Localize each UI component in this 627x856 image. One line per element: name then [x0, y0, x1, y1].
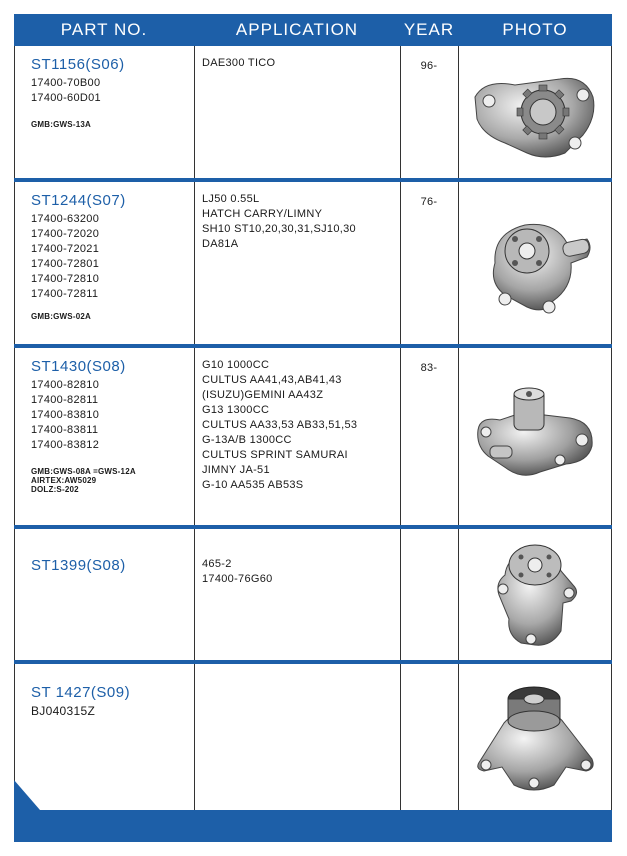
header-application: APPLICATION: [235, 20, 359, 39]
application-cell: [194, 664, 400, 810]
part-number: 17400-83812: [31, 439, 100, 451]
application-cell: [194, 529, 400, 660]
year-value: 96-: [420, 60, 438, 72]
water-pump-photo: [475, 203, 595, 323]
table-header: [14, 14, 612, 46]
part-number: 17400-83811: [31, 424, 99, 436]
table-row: [14, 182, 612, 344]
application-line: G-13A/B 1300CC: [202, 434, 292, 446]
year-cell: [400, 348, 458, 525]
photo-cell: [458, 529, 612, 660]
part-cell: [14, 348, 194, 525]
photo-cell: [458, 348, 612, 525]
application-cell: [194, 46, 400, 178]
application-line: DA81A: [202, 238, 239, 250]
part-title: ST1156(S06): [31, 56, 125, 73]
part-number: 17400-72810: [31, 273, 100, 285]
cross-reference: GMB:GWS-02A: [31, 312, 91, 321]
water-pump-photo: [470, 677, 600, 797]
table-row: [14, 664, 612, 810]
part-number: 17400-63200: [31, 213, 100, 225]
photo-cell: [458, 46, 612, 178]
cross-reference: GMB:GWS-13A: [31, 120, 91, 129]
part-cell: [14, 529, 194, 660]
application-line: G13 1300CC: [202, 404, 270, 416]
photo-cell: [458, 664, 612, 810]
part-title: ST1399(S08): [31, 557, 126, 574]
water-pump-photo: [465, 57, 605, 167]
part-title: ST 1427(S09): [31, 684, 131, 701]
footer-band: [14, 810, 612, 842]
part-number: 17400-82811: [31, 394, 99, 406]
application-cell: [194, 348, 400, 525]
part-number: 17400-72020: [31, 228, 100, 240]
application-line: SH10 ST10,20,30,31,SJ10,30: [202, 223, 356, 235]
part-number: 17400-83810: [31, 409, 100, 421]
table-row: [14, 46, 612, 178]
cross-reference: GMB:GWS-08A =GWS-12A: [31, 467, 136, 476]
application-line: HATCH CARRY/LIMNY: [202, 208, 323, 220]
table-row: [14, 529, 612, 660]
application-line: JIMNY JA-51: [202, 464, 270, 476]
part-cell: [14, 182, 194, 344]
part-number: 17400-70B00: [31, 77, 101, 89]
header-photo: PHOTO: [502, 20, 568, 39]
year-cell: [400, 46, 458, 178]
table-row: [14, 348, 612, 525]
part-title: ST1244(S07): [31, 192, 126, 209]
part-number: 17400-72801: [31, 258, 100, 270]
application-line: 17400-76G60: [202, 573, 273, 585]
application-line: 465-2: [202, 558, 232, 570]
application-line: (ISUZU)GEMINI AA43Z: [202, 389, 324, 401]
cross-reference: AIRTEX:AW5029: [31, 476, 97, 485]
year-cell: [400, 182, 458, 344]
cross-reference: DOLZ:S-202: [31, 485, 79, 494]
application-line: LJ50 0.55L: [202, 193, 260, 205]
application-line: CULTUS SPRINT SAMURAI: [202, 449, 348, 461]
application-line: G-10 AA535 AB53S: [202, 479, 304, 491]
year-value: 76-: [420, 196, 438, 208]
application-line: DAE300 TICO: [202, 57, 276, 69]
footer-corner-decoration: [0, 780, 40, 810]
year-cell: [400, 664, 458, 810]
part-cell: [14, 664, 194, 810]
application-line: G10 1000CC: [202, 359, 270, 371]
part-number: BJ040315Z: [31, 704, 96, 718]
year-cell: [400, 529, 458, 660]
header-part-no: PART NO.: [60, 20, 148, 39]
water-pump-photo: [470, 382, 600, 492]
part-number: 17400-72021: [31, 243, 100, 255]
water-pump-photo: [485, 535, 585, 655]
part-cell: [14, 46, 194, 178]
part-number: 17400-82810: [31, 379, 100, 391]
year-value: 83-: [420, 362, 438, 374]
part-number: 17400-72811: [31, 288, 99, 300]
header-year: YEAR: [403, 20, 455, 39]
part-number: 17400-60D01: [31, 92, 101, 104]
part-title: ST1430(S08): [31, 358, 126, 375]
application-line: CULTUS AA41,43,AB41,43: [202, 374, 342, 386]
application-line: CULTUS AA33,53 AB33,51,53: [202, 419, 358, 431]
application-cell: [194, 182, 400, 344]
photo-cell: [458, 182, 612, 344]
